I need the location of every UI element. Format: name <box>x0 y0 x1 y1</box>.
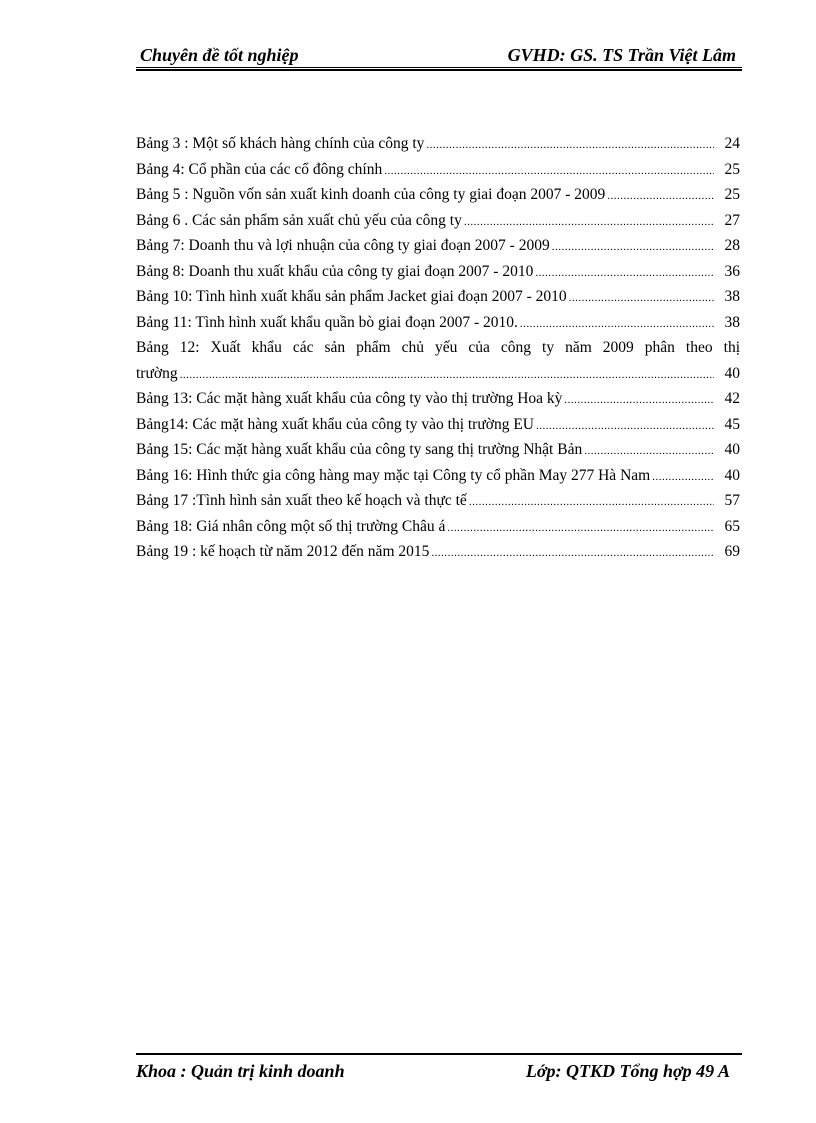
toc-entry[interactable] <box>136 310 740 336</box>
header-right-advisor: GVHD: GS. TS Trần Việt Lâm <box>507 45 736 65</box>
footer-right-class: Lớp: QTKD Tổng hợp 49 A <box>525 1061 730 1081</box>
toc-leader-dots <box>552 235 714 261</box>
toc-leader-dots <box>569 286 714 312</box>
toc-entry-page-number: 27 <box>724 211 740 229</box>
toc-leader-dots <box>180 363 714 389</box>
toc-leader-dots <box>464 210 714 236</box>
toc-entry-label: Bảng 7: Doanh thu và lợi nhuận của công ty giai đoạn 2007 - 2009 <box>136 237 550 254</box>
toc-leader-dots <box>564 388 714 414</box>
toc-entry-page-number: 25 <box>724 186 740 203</box>
toc-entry[interactable] <box>136 182 740 208</box>
toc-entry-label: Bảng 16: Hình thức gia công hàng may mặc tại Công ty cổ phần May 277 Hà Nam <box>136 466 651 484</box>
toc-entry-page-number: 69 <box>724 543 740 560</box>
toc-entry-label: trường <box>136 364 178 382</box>
toc-leader-dots <box>426 133 714 159</box>
toc-entry-page-number: 24 <box>724 135 740 152</box>
toc-entry[interactable] <box>136 157 740 183</box>
toc-leader-dots <box>469 490 714 516</box>
header-divider-thin <box>136 67 742 68</box>
footer-left-faculty: Khoa : Quản trị kinh doanh <box>136 1061 345 1081</box>
toc-entry-label: Bảng 4: Cổ phần của các cổ đông chính <box>136 160 383 178</box>
toc-entry-label: Bảng 6 . Các sản phẩm sản xuất chủ yếu của công ty <box>136 211 462 229</box>
toc-entry[interactable] <box>136 488 740 514</box>
toc-entry[interactable] <box>136 361 740 387</box>
toc-entry-page-number: 42 <box>724 390 740 407</box>
toc-entry[interactable] <box>136 463 740 489</box>
toc-entry-label: Bảng 5 : Nguồn vốn sản xuất kinh doanh của công ty giai đoạn 2007 - 2009 <box>136 186 606 203</box>
toc-entry[interactable] <box>136 259 740 285</box>
toc-entry[interactable] <box>136 386 740 412</box>
toc-entry-label: Bảng 18: Giá nhân công một số thị trường Châu á <box>136 517 446 535</box>
toc-entry-page-number: 28 <box>724 237 740 254</box>
toc-entry-label: Bảng 17 :Tình hình sản xuất theo kế hoạch và thực tế <box>136 492 467 509</box>
toc-entry-page-number: 40 <box>724 466 740 484</box>
toc-entry-page-number: 65 <box>724 517 740 535</box>
toc-entry[interactable] <box>136 412 740 438</box>
toc-leader-dots <box>447 516 714 542</box>
toc-entry-page-number: 45 <box>724 415 740 433</box>
toc-entry[interactable] <box>136 437 740 463</box>
toc-entry-label: Bảng 11: Tình hình xuất khẩu quần bò giai đoạn 2007 - 2010. <box>136 313 518 331</box>
toc-leader-dots <box>652 465 714 491</box>
toc-leader-dots <box>431 541 714 567</box>
toc-entry-page-number: 40 <box>724 364 740 382</box>
header-left-title: Chuyên đề tốt nghiệp <box>140 45 299 65</box>
toc-entry-label: Bảng14: Các mặt hàng xuất khẩu của công ty vào thị trường EU <box>136 415 534 433</box>
toc-entry-page-number: 25 <box>724 160 740 178</box>
toc-entry-page-number: 36 <box>724 262 740 280</box>
toc-leader-dots <box>536 414 714 440</box>
toc-entry[interactable] <box>136 208 740 234</box>
toc-entry[interactable] <box>136 233 740 259</box>
footer-divider <box>136 1053 742 1055</box>
toc-entry-label: Bảng 13: Các mặt hàng xuất khẩu của công ty vào thị trường Hoa kỳ <box>136 390 563 407</box>
toc-entry-page-number: 38 <box>724 313 740 331</box>
toc-leader-dots <box>535 261 714 287</box>
toc-entry[interactable] <box>136 514 740 540</box>
toc-entry-label: Bảng 10: Tình hình xuất khẩu sản phẩm Jacket giai đoạn 2007 - 2010 <box>136 288 567 305</box>
toc-entry[interactable] <box>136 539 740 565</box>
page-header <box>136 44 742 66</box>
toc-entry-label: Bảng 3 : Một số khách hàng chính của công ty <box>136 135 425 152</box>
toc-entry[interactable] <box>136 131 740 157</box>
toc-entry-page-number: 40 <box>724 441 740 458</box>
table-of-contents <box>136 131 740 565</box>
toc-leader-dots <box>520 312 714 338</box>
page-footer <box>136 1060 742 1082</box>
toc-entry-label: Bảng 19 : kế hoạch từ năm 2012 đến năm 2015 <box>136 543 430 560</box>
toc-entry-label: Bảng 15: Các mặt hàng xuất khẩu của công ty sang thị trường Nhật Bản <box>136 441 583 458</box>
toc-entry-line1: Bảng 12: Xuất khẩu các sản phẩm chủ yếu của công ty năm 2009 phân theo thị <box>136 339 740 356</box>
toc-entry-page-number: 57 <box>724 492 740 509</box>
header-divider-thick <box>136 69 742 71</box>
toc-entry-label: Bảng 8: Doanh thu xuất khẩu của công ty giai đoạn 2007 - 2010 <box>136 262 534 280</box>
toc-entry[interactable] <box>136 284 740 310</box>
toc-leader-dots <box>584 439 714 465</box>
toc-entry-page-number: 38 <box>724 288 740 305</box>
toc-leader-dots <box>384 159 714 185</box>
toc-leader-dots <box>607 184 714 210</box>
